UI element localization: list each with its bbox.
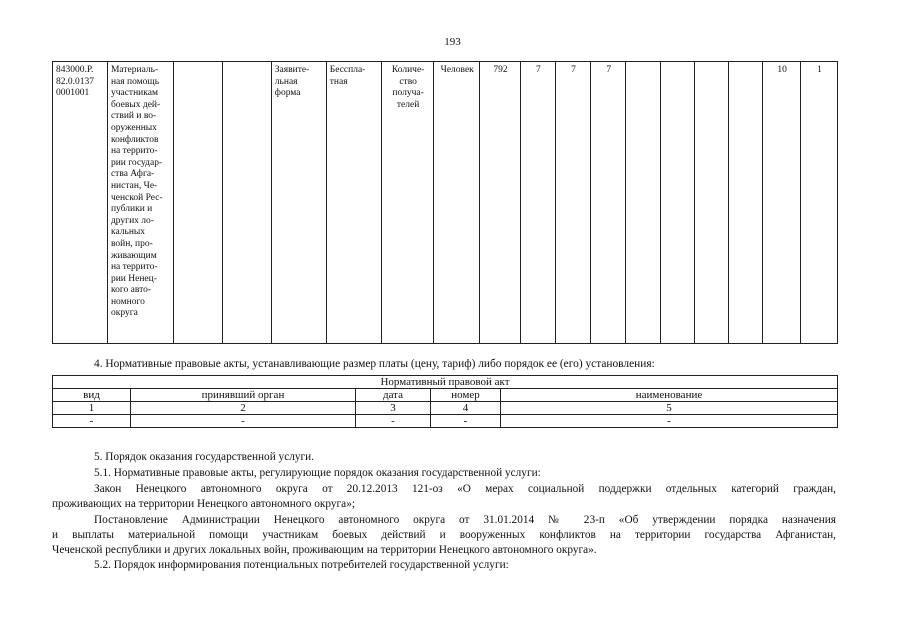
empty-cell: [660, 62, 694, 344]
empty-cell: [222, 62, 271, 344]
number-cell: 1: [53, 402, 131, 415]
header-cell: дата: [356, 389, 431, 402]
service-name-line: ченской Рес-: [110, 192, 163, 203]
table-row: [53, 402, 838, 415]
service-name-line: конфликтов: [110, 134, 159, 145]
value-cell: 7: [520, 62, 555, 344]
service-code-line: 82.0.0137: [56, 76, 94, 87]
form-line: Заявите-: [274, 65, 310, 75]
service-volume-table: [52, 61, 838, 344]
service-name-line: ная помощь: [110, 76, 160, 87]
service-name-line: номного: [110, 296, 145, 307]
service-name-line: нистан, Че-: [110, 180, 158, 191]
decree-reference-end: Чеченской республики и других локальных войн, проживающим на территории Ненецкого автономного округа».: [52, 544, 597, 556]
service-name-line: ства Афга-: [110, 169, 155, 180]
decree-reference: Постановление Администрации Ненецкого автономного округа от 31.01.2014 № 23-п «Об утверждении порядка назначения: [94, 514, 836, 526]
value-cell: 1: [801, 62, 838, 344]
service-name-cell: [107, 62, 173, 344]
service-name-line: рии Ненец-: [110, 273, 157, 284]
service-name-line: на террито-: [110, 146, 158, 157]
okei-cell: 792: [480, 62, 520, 344]
section-5-heading: 5. Порядок оказания государственной услуги.: [94, 451, 315, 463]
page-number: 193: [444, 36, 461, 48]
header-cell: принявший орган: [131, 389, 356, 402]
value-cell: -: [501, 415, 838, 428]
service-name-line: оруженных: [110, 122, 157, 133]
indicator-line: Количе-: [391, 65, 425, 75]
table-row: [53, 376, 838, 389]
form-line: льная: [274, 76, 298, 87]
value-cell: -: [356, 415, 431, 428]
value-cell: -: [131, 415, 356, 428]
service-name-line: ствий и во-: [110, 111, 157, 122]
section-5-2-heading: 5.2. Порядок информирования потенциальных потребителей государственной услуги:: [94, 559, 509, 571]
service-name-line: войн, про-: [110, 238, 153, 249]
service-name-line: рии государ-: [110, 157, 163, 168]
number-cell: 3: [356, 402, 431, 415]
decree-reference-cont: и выплаты материальной помощи участникам боевых действий и вооруженных конфликтов на территории государства Афганистан,: [52, 529, 836, 541]
empty-cell: [694, 62, 728, 344]
form-line: форма: [274, 88, 301, 99]
service-name-line: участникам: [110, 88, 158, 99]
header-cell: номер: [431, 389, 501, 402]
service-name-line: Материаль-: [110, 65, 159, 75]
empty-cell: [729, 62, 763, 344]
empty-cell: [173, 62, 222, 344]
payment-line: тная: [329, 76, 348, 87]
unit-cell: Человек: [434, 62, 480, 344]
service-name-line: других ло-: [110, 215, 154, 226]
payment-cell: [326, 62, 381, 344]
service-name-line: публики и: [110, 204, 153, 215]
table-row: [53, 415, 838, 428]
legal-acts-table: [52, 375, 838, 428]
service-name-line: округа: [110, 308, 138, 319]
service-name-line: кальных: [110, 227, 146, 238]
number-cell: 2: [131, 402, 356, 415]
value-cell: 7: [591, 62, 626, 344]
table-row: [53, 62, 838, 344]
table-row: [53, 389, 838, 402]
service-name-line: на террито-: [110, 262, 158, 273]
service-code-cell: [53, 62, 108, 344]
number-cell: 4: [431, 402, 501, 415]
section-5-1-heading: 5.1. Нормативные правовые акты, регулирующие порядок оказания государственной услуги:: [94, 467, 541, 479]
service-code-line: 843000.Р.: [56, 65, 94, 75]
header-cell: наименование: [501, 389, 838, 402]
value-cell: 10: [763, 62, 801, 344]
indicator-cell: [382, 62, 434, 344]
value-cell: -: [431, 415, 501, 428]
payment-line: Бесспла-: [329, 65, 366, 75]
number-cell: 5: [501, 402, 838, 415]
law-reference-cont: проживающих на территории Ненецкого автономного округа»;: [52, 498, 355, 510]
service-name-line: кого авто-: [110, 285, 152, 296]
service-name-line: боевых дей-: [110, 99, 161, 110]
indicator-line: получа-: [392, 88, 424, 99]
law-reference: Закон Ненецкого автономного округа от 20.12.2013 121-оз «О мерах социальной поддержки отдельных категорий граждан,: [94, 483, 836, 495]
service-code-line: 0001001: [56, 88, 90, 99]
indicator-line: телей: [396, 99, 420, 110]
section-4-heading: 4. Нормативные правовые акты, устанавливающие размер платы (цену, тариф) либо порядок ее (его) установления:: [94, 358, 655, 370]
value-cell: 7: [555, 62, 590, 344]
value-cell: -: [53, 415, 131, 428]
table-title: Нормативный правовой акт: [53, 376, 838, 389]
service-name-line: живающим: [110, 250, 157, 261]
header-cell: вид: [53, 389, 131, 402]
empty-cell: [626, 62, 660, 344]
form-cell: [271, 62, 326, 344]
indicator-line: ство: [399, 76, 417, 87]
